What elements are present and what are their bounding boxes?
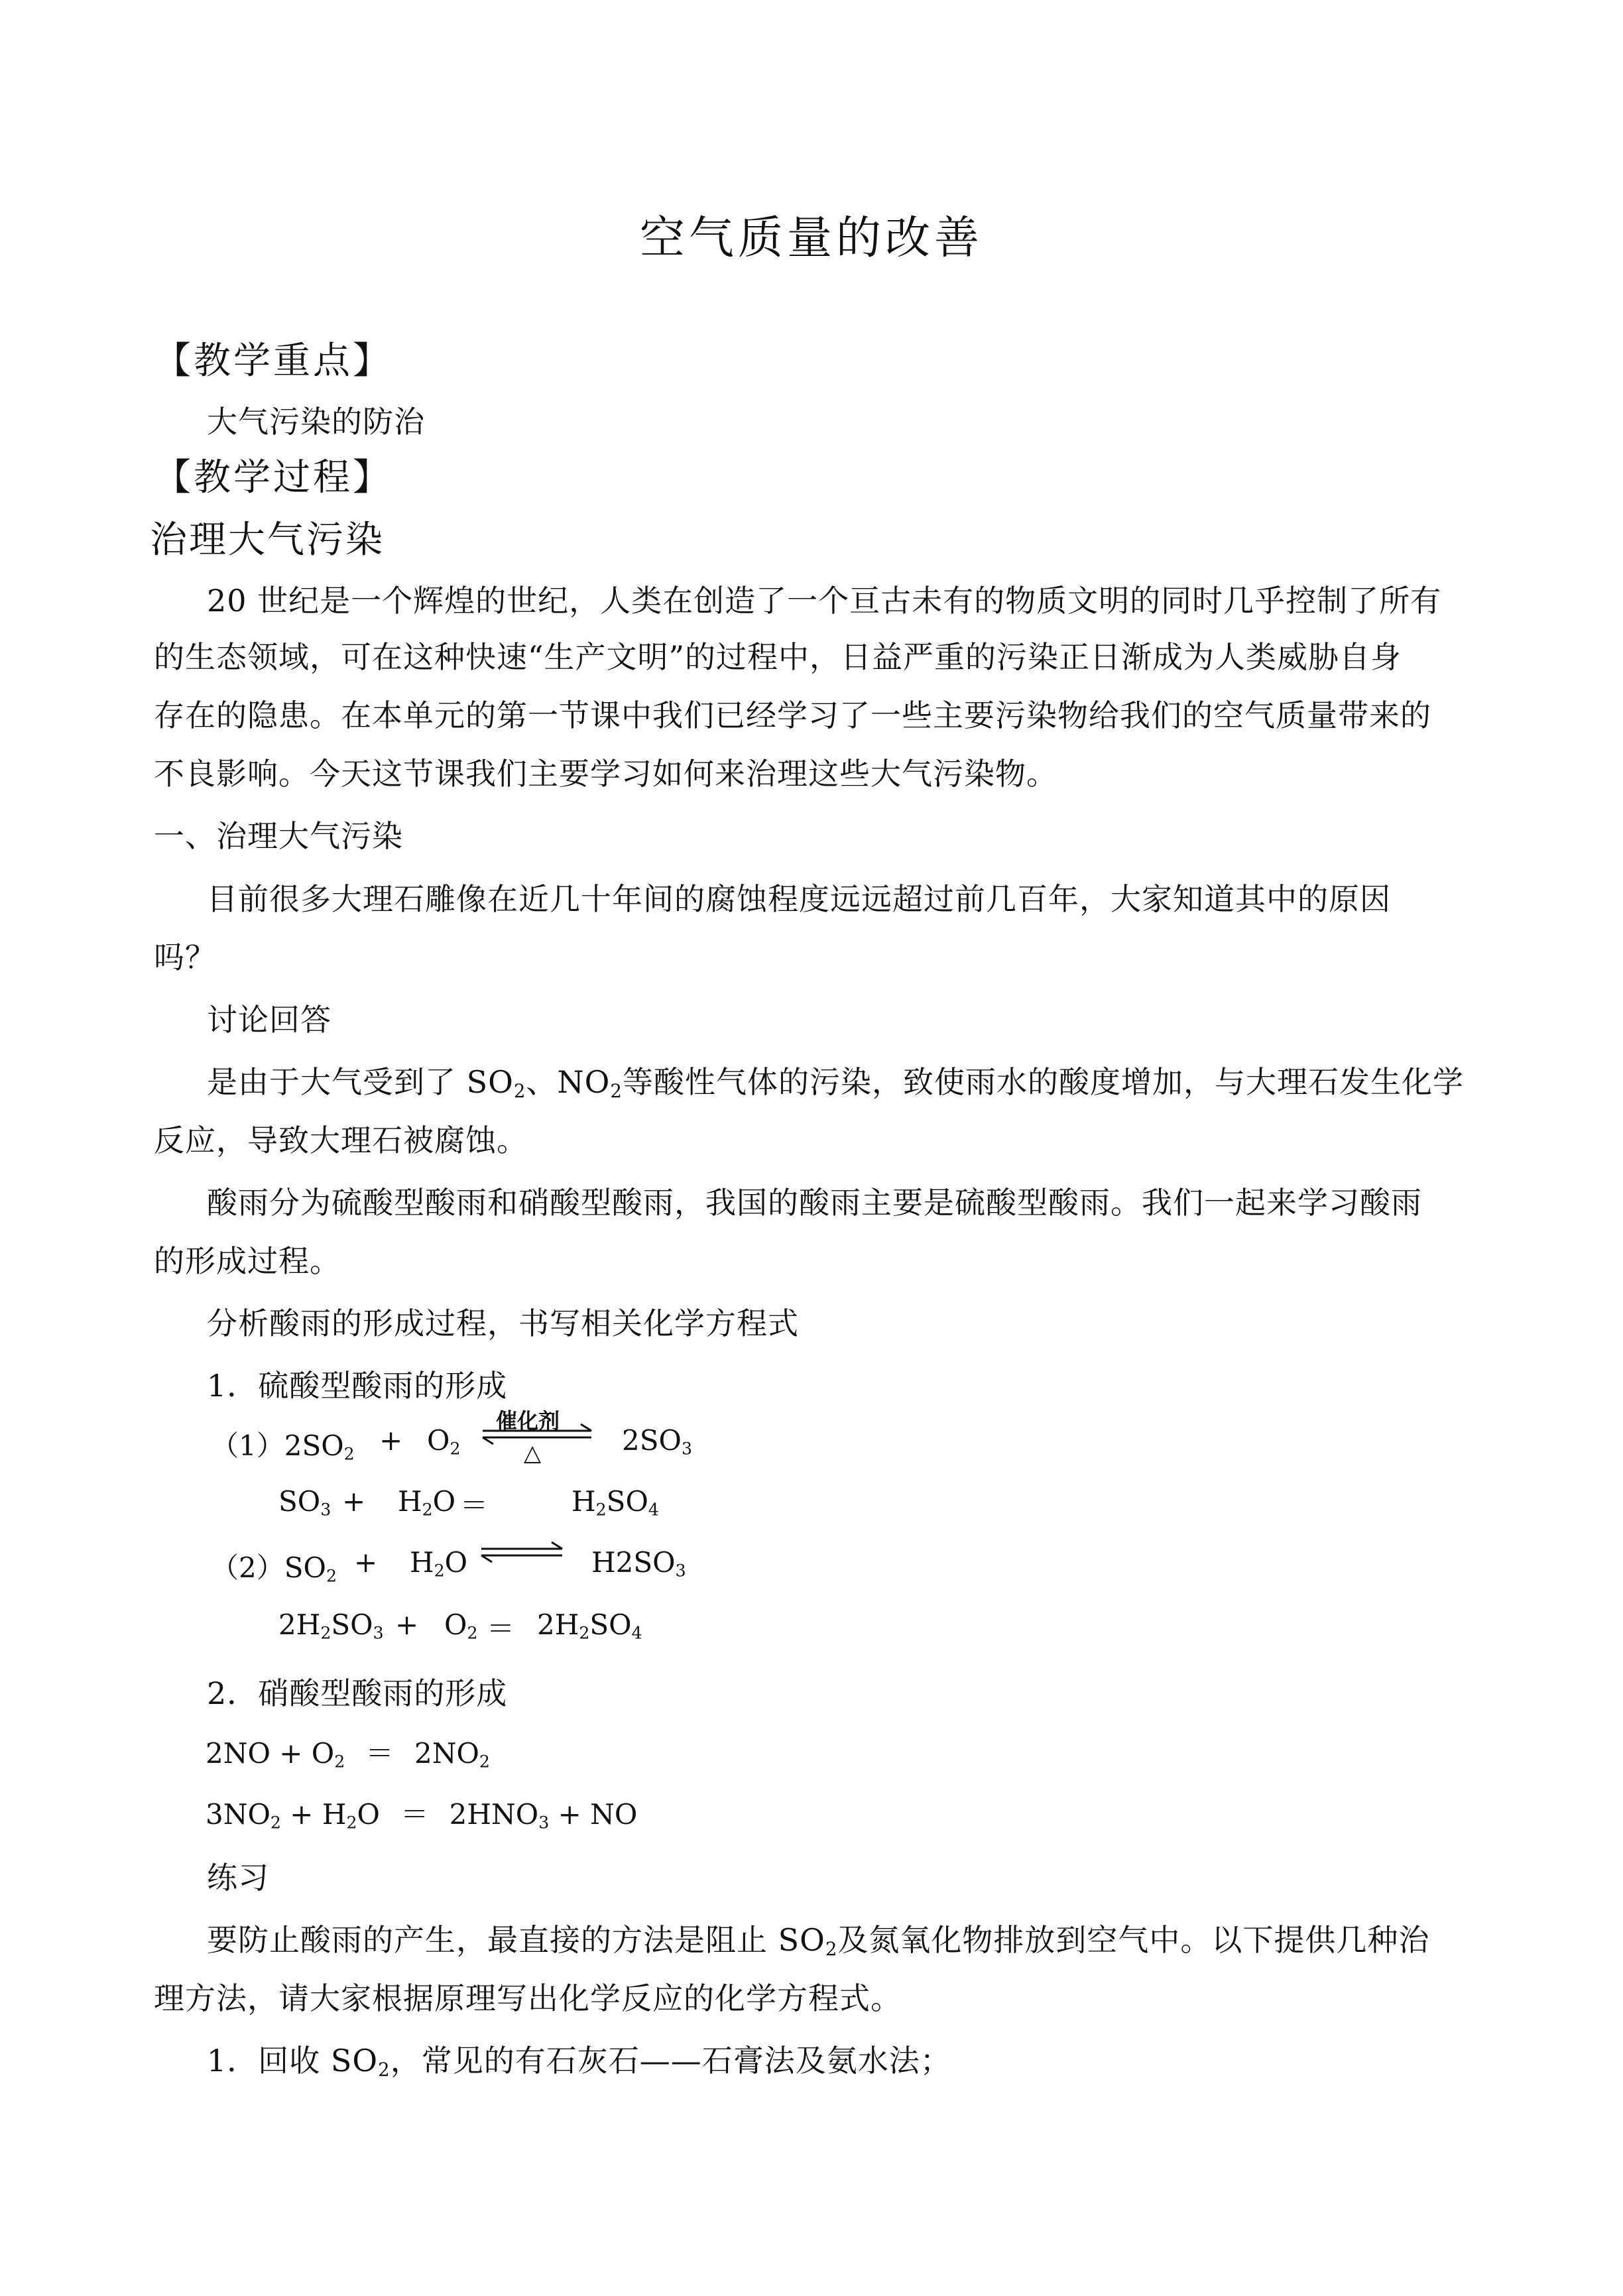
equals-sign: ＝ (460, 1489, 489, 1522)
key-points-heading: 【教学重点】 (154, 339, 392, 383)
equation-product: $2H_2SO_4$ (537, 1608, 642, 1643)
equation-reactant: $2H_2SO_3$ (278, 1608, 384, 1643)
catalyst-label: 催化剂 (496, 1408, 560, 1433)
paragraph-line: 不良影响。今天这节课我们主要学习如何来治理这些大气污染物。 (154, 756, 1057, 792)
process-heading: 【教学过程】 (154, 456, 392, 499)
plus-sign: + (342, 1485, 366, 1518)
equation: $2NO + O_2 = 2NO_2$ (206, 1737, 490, 1772)
equation-reactant: $H_2O$ (398, 1485, 456, 1520)
paragraph-line: 20 世纪是一个辉煌的世纪，人类在创造了一个亘古未有的物质文明的同时几乎控制了所有 (207, 583, 1442, 619)
plus-sign: + (354, 1546, 378, 1579)
equation-product: $H2SO_3$ (591, 1546, 686, 1581)
paragraph-line: 分析酸雨的形成过程，书写相关化学方程式 (207, 1305, 799, 1341)
plus-sign: + (395, 1608, 419, 1641)
paragraph-line: 吗？ (154, 939, 216, 975)
paragraph-line: 的形成过程。 (154, 1243, 341, 1279)
equation-label: $(2)SO_2$ (211, 1551, 337, 1586)
key-points-text: 大气污染的防治 (207, 404, 425, 440)
paragraph-line: 反应，导致大理石被腐蚀。 (154, 1122, 528, 1158)
paragraph-line: 是由于大气受到了 $SO_2$、$NO_2$等酸性气体的污染，致使雨水的酸度增加，与大理石发生化学 (207, 1064, 1464, 1102)
page-title: 空气质量的改善 (639, 212, 983, 265)
paragraph-line: 的生态领域，可在这种快速“生产文明”的过程中，日益严重的污染正日渐成为人类威胁自身 (154, 639, 1402, 675)
paragraph-line: 讨论回答 (207, 1002, 331, 1038)
paragraph-line: 存在的隐患。在本单元的第一节课中我们已经学习了一些主要污染物给我们的空气质量带来的 (154, 697, 1431, 733)
paragraph-line: 酸雨分为硫酸型酸雨和硝酸型酸雨，我国的酸雨主要是硫酸型酸雨。我们一起来学习酸雨 (207, 1185, 1422, 1221)
equation-reactant: $O_2$ (427, 1424, 461, 1459)
paragraph-line: 1．回收 $SO_2$，常见的有石灰石——石膏法及氨水法； (207, 2043, 951, 2081)
equation-label: $(1)2SO_2$ (211, 1429, 355, 1464)
paragraph-line: 练习 (207, 1860, 269, 1896)
paragraph-line: 目前很多大理石雕像在近几十年间的腐蚀程度远远超过前几百年，大家知道其中的原因 (207, 881, 1391, 917)
equation-reactant: $H_2O$ (410, 1546, 468, 1581)
paragraph-line: 理方法，请大家根据原理写出化学反应的化学方程式。 (154, 1980, 902, 2016)
equals-sign: ＝ (487, 1612, 515, 1645)
plus-sign: + (379, 1424, 403, 1457)
equation-product: $2SO_3$ (622, 1424, 692, 1459)
subsection-heading: 1．硫酸型酸雨的形成 (207, 1368, 508, 1404)
reversible-arrow-icon (479, 1540, 565, 1566)
subsection-heading: 2．硝酸型酸雨的形成 (207, 1675, 508, 1711)
section-heading: 一、治理大气污染 (154, 818, 403, 854)
equation: $3NO_2 + H_2O = 2HNO_3$ + NO (206, 1798, 638, 1833)
topic-heading: 治理大气污染 (150, 518, 385, 562)
heat-symbol: △ (524, 1440, 542, 1467)
equation-product: $H_2SO_4$ (571, 1485, 659, 1520)
paragraph-line: 要防止酸雨的产生，最直接的方法是阻止 $SO_2$及氮氧化物排放到空气中。以下提供几种治 (207, 1922, 1430, 1960)
equation-reactant: $SO_3$ (278, 1485, 331, 1520)
equation-reactant: $O_2$ (444, 1608, 478, 1643)
